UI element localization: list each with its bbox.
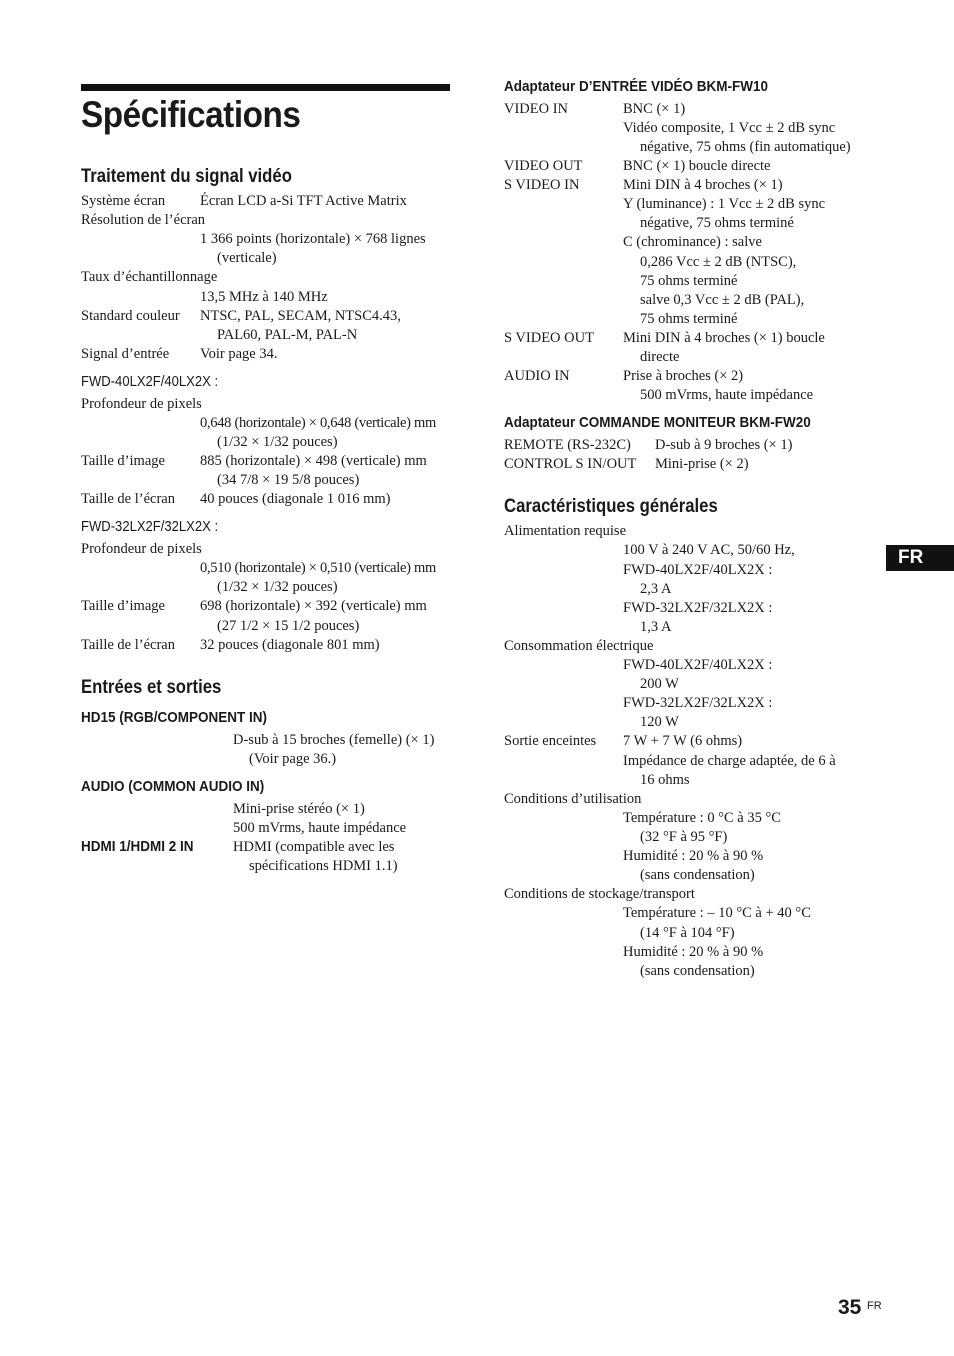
spec-value: BNC (× 1) boucle directe xyxy=(623,158,771,174)
spec-value: 200 W xyxy=(640,676,679,692)
spec-value: 75 ohms terminé xyxy=(640,273,738,289)
spec-label: CONTROL S IN/OUT xyxy=(504,456,637,472)
spec-value: 698 (horizontale) × 392 (verticale) mm xyxy=(200,598,427,614)
spec-value: (Voir page 36.) xyxy=(249,751,337,767)
spec-value: Écran LCD a-Si TFT Active Matrix xyxy=(200,193,407,209)
spec-value: BNC (× 1) xyxy=(623,101,686,117)
spec-label: Résolution de l’écran xyxy=(81,212,206,228)
spec-value: 500 mVrms, haute impédance xyxy=(233,820,407,836)
spec-value: (sans condensation) xyxy=(640,867,755,883)
section-heading-general: Caractéristiques générales xyxy=(504,496,718,517)
spec-value: NTSC, PAL, SECAM, NTSC4.43, xyxy=(200,308,401,324)
spec-value: 32 pouces (diagonale 801 mm) xyxy=(200,637,380,653)
spec-value: 7 W + 7 W (6 ohms) xyxy=(623,733,743,749)
subheading-hdmi: HDMI 1/HDMI 2 IN xyxy=(81,838,194,855)
spec-value: (32 °F à 95 °F) xyxy=(640,829,728,845)
spec-label: Consommation électrique xyxy=(504,638,654,654)
spec-value: Voir page 34. xyxy=(200,346,278,362)
spec-value: (14 °F à 104 °F) xyxy=(640,925,735,941)
spec-value: FWD-32LX2F/32LX2X : xyxy=(623,600,773,616)
spec-value: FWD-32LX2F/32LX2X : xyxy=(623,695,773,711)
spec-value: 2,3 A xyxy=(640,581,672,597)
spec-value: Température : – 10 °C à + 40 °C xyxy=(623,905,811,921)
page-number: 35 xyxy=(838,1296,862,1319)
spec-label: VIDEO OUT xyxy=(504,158,583,174)
title-rule xyxy=(81,84,450,91)
spec-value: négative, 75 ohms (fin automatique) xyxy=(640,139,851,155)
spec-value: Mini DIN à 4 broches (× 1) xyxy=(623,177,783,193)
page-title: Spécifications xyxy=(81,94,301,135)
spec-value: Température : 0 °C à 35 °C xyxy=(623,810,781,826)
spec-value: 1 366 points (horizontale) × 768 lignes xyxy=(200,231,426,247)
subheading-audio: AUDIO (COMMON AUDIO IN) xyxy=(81,778,265,795)
spec-value: HDMI (compatible avec les xyxy=(233,839,395,855)
spec-value: 500 mVrms, haute impédance xyxy=(640,387,814,403)
spec-value: Mini DIN à 4 broches (× 1) boucle xyxy=(623,330,825,346)
spec-value: 0,648 (horizontale) × 0,648 (verticale) mm xyxy=(200,415,436,431)
spec-value: (27 1/2 × 15 1/2 pouces) xyxy=(217,618,360,634)
spec-label: Sortie enceintes xyxy=(504,733,597,749)
spec-label: Système écran xyxy=(81,193,166,209)
spec-value: spécifications HDMI 1.1) xyxy=(249,858,398,874)
model-heading-32: FWD-32LX2F/32LX2X : xyxy=(81,519,219,535)
spec-value: salve 0,3 Vcc ± 2 dB (PAL), xyxy=(640,292,805,308)
spec-value: Vidéo composite, 1 Vcc ± 2 dB sync xyxy=(623,120,836,136)
spec-value: 75 ohms terminé xyxy=(640,311,738,327)
spec-label: Taille de l’écran xyxy=(81,637,175,653)
spec-label: Alimentation requise xyxy=(504,523,627,539)
spec-value: 16 ohms xyxy=(640,772,690,788)
section-heading-io: Entrées et sorties xyxy=(81,677,222,698)
spec-value: FWD-40LX2F/40LX2X : xyxy=(623,657,773,673)
spec-label: Conditions de stockage/transport xyxy=(504,886,695,902)
spec-value: Mini-prise (× 2) xyxy=(655,456,749,472)
spec-value: directe xyxy=(640,349,680,365)
subheading-bkm-fw10: Adaptateur D’ENTRÉE VIDÉO BKM-FW10 xyxy=(504,78,769,95)
spec-value: (sans condensation) xyxy=(640,963,755,979)
spec-label: Profondeur de pixels xyxy=(81,396,202,412)
spec-value: Y (luminance) : 1 Vcc ± 2 dB sync xyxy=(623,196,826,212)
spec-label: Taux d’échantillonnage xyxy=(81,269,218,285)
spec-label: Conditions d’utilisation xyxy=(504,791,642,807)
spec-label: S VIDEO IN xyxy=(504,177,580,193)
subheading-bkm-fw20: Adaptateur COMMANDE MONITEUR BKM-FW20 xyxy=(504,414,811,431)
spec-label: REMOTE (RS-232C) xyxy=(504,437,631,453)
spec-label: Taille de l’écran xyxy=(81,491,175,507)
spec-value: négative, 75 ohms terminé xyxy=(640,215,794,231)
spec-value: PAL60, PAL-M, PAL-N xyxy=(217,327,358,343)
spec-value: 120 W xyxy=(640,714,679,730)
spec-value: (verticale) xyxy=(217,250,277,266)
spec-value: 40 pouces (diagonale 1 016 mm) xyxy=(200,491,391,507)
spec-label: VIDEO IN xyxy=(504,101,569,117)
spec-value: Humidité : 20 % à 90 % xyxy=(623,944,764,960)
spec-value: FWD-40LX2F/40LX2X : xyxy=(623,562,773,578)
spec-value: C (chrominance) : salve xyxy=(623,234,762,250)
spec-value: D-sub à 15 broches (femelle) (× 1) xyxy=(233,732,435,748)
spec-value: 100 V à 240 V AC, 50/60 Hz, xyxy=(623,542,795,558)
spec-label: AUDIO IN xyxy=(504,368,570,384)
spec-label: Taille d’image xyxy=(81,598,165,614)
language-tab: FR xyxy=(886,545,954,571)
spec-value: (34 7/8 × 19 5/8 pouces) xyxy=(217,472,360,488)
spec-label: Taille d’image xyxy=(81,453,165,469)
spec-value: Prise à broches (× 2) xyxy=(623,368,744,384)
spec-value: Humidité : 20 % à 90 % xyxy=(623,848,764,864)
spec-value: 1,3 A xyxy=(640,619,672,635)
spec-value: (1/32 × 1/32 pouces) xyxy=(217,434,338,450)
model-heading-40: FWD-40LX2F/40LX2X : xyxy=(81,374,219,390)
spec-label: Standard couleur xyxy=(81,308,180,324)
spec-value: 885 (horizontale) × 498 (verticale) mm xyxy=(200,453,427,469)
section-heading-video: Traitement du signal vidéo xyxy=(81,166,292,187)
subheading-hd15: HD15 (RGB/COMPONENT IN) xyxy=(81,709,268,726)
spec-label: S VIDEO OUT xyxy=(504,330,594,346)
page-number-suffix: FR xyxy=(867,1300,882,1312)
spec-value: 0,286 Vcc ± 2 dB (NTSC), xyxy=(640,254,797,270)
spec-label: Profondeur de pixels xyxy=(81,541,202,557)
spec-value: (1/32 × 1/32 pouces) xyxy=(217,579,338,595)
spec-value: D-sub à 9 broches (× 1) xyxy=(655,437,793,453)
spec-value: Impédance de charge adaptée, de 6 à xyxy=(623,753,836,769)
spec-value: Mini-prise stéréo (× 1) xyxy=(233,801,365,817)
spec-value: 0,510 (horizontale) × 0,510 (verticale) mm xyxy=(200,560,436,576)
spec-label: Signal d’entrée xyxy=(81,346,170,362)
spec-value: 13,5 MHz à 140 MHz xyxy=(200,289,328,305)
